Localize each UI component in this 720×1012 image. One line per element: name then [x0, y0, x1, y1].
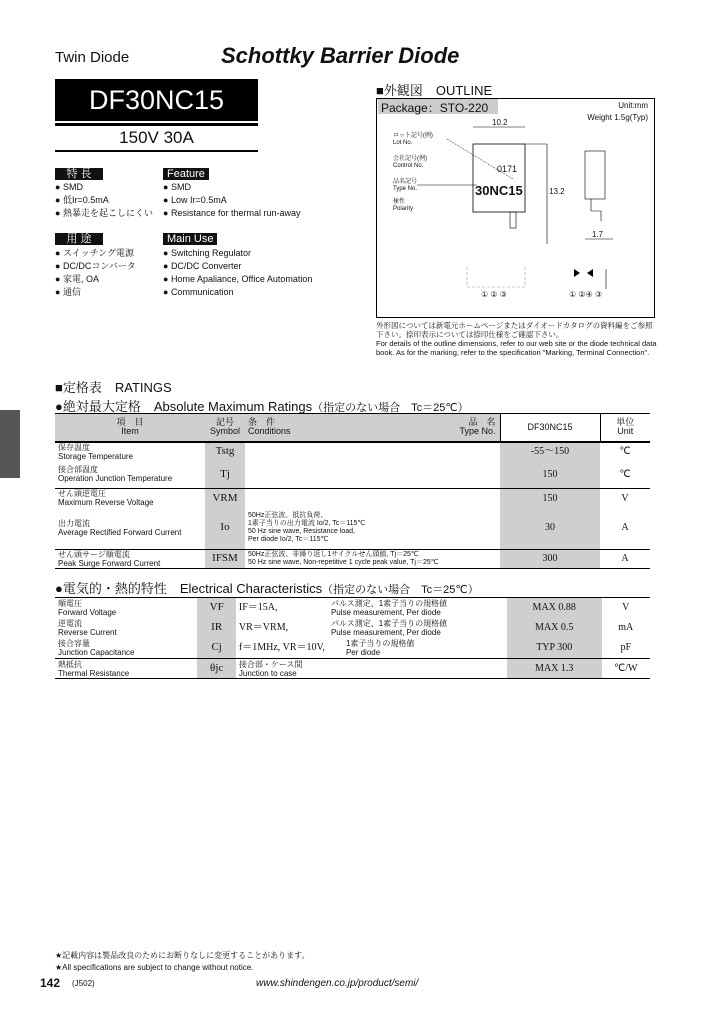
list-item: ● SMD [55, 182, 83, 192]
list-item: ● 低Ir=0.5mA [55, 195, 109, 205]
outline-heading: ■外観図 OUTLINE [376, 83, 493, 98]
website-link[interactable]: www.shindengen.co.jp/product/semi/ [256, 978, 419, 989]
list-item: ● Resistance for thermal run-away [163, 208, 301, 218]
footer-note-jp: ★記載内容は製品改良のためにお断りなしに変更することがあります。 [55, 951, 310, 960]
table-row: 熱抵抗 Thermal Resistance θjc 接合部・ケース間 Junction to case MAX 1.3 ℃/W [55, 659, 650, 679]
outline-note: 外形図については新電元ホームページまたはダイオードカタログの資料編をご参照下さい。捺印表示については捺印仕様をご確認下さい。 For details of the outline dimensions, refer to our web site or the diode technical data book. As for the marking, refer to the specification "Marking, Terminal Connection". [376, 321, 657, 357]
callouts: ロット記号(例) Lot No. 会社記号(例) Control No. 品名記号 Type No. 極性 Polarity [393, 133, 433, 212]
part-number-box [55, 79, 258, 121]
dim-lead: 1.7 [592, 230, 604, 239]
list-item: ● Home Apaliance, Office Automation [163, 274, 313, 284]
list-item: ● Switching Regulator [163, 248, 251, 258]
rating-summary: 150V 30A [119, 128, 194, 147]
table-row: 接合容量 Junction Capacitance Cj f＝1MHz, VR＝10V, 1素子当りの規格値 Per diode TYP 300 pF [55, 638, 650, 659]
divider [55, 150, 258, 152]
main-use-label-jp: 用 途 [55, 233, 103, 245]
table-row: せん頭サージ順電流 Peak Surge Forward Current IFSM 50Hz正弦波、非繰り返し1サイクルせん頭値, Tj＝25℃ 50 Hz sine wave, Non-repetitive 1 cycle peak value, Tj＝25℃ 300 A [55, 549, 650, 568]
side-tab [0, 410, 20, 478]
main-use-list-jp [55, 247, 136, 299]
dim-height: 13.2 [549, 187, 565, 196]
table-row: 保存温度 Storage Temperature Tstg -55～150 ℃ [58, 442, 631, 461]
feature-list-jp [55, 181, 153, 220]
page-title: Schottky Barrier Diode [221, 43, 460, 68]
footer-note-en: ★All specifications are subject to change without notice. [55, 963, 254, 972]
circuit-labels: ① ②④ ③ [569, 290, 603, 299]
main-use-list-en [163, 247, 312, 299]
abs-max-heading: ●絶対最大定格 Absolute Maximum Ratings（指定のない場合 Tc＝25℃） [55, 399, 469, 414]
list-item: ● Communication [163, 287, 234, 297]
table-row: 逆電流 Reverse Current IR VR＝VRM, パルス測定、1素子当りの規格値 Pulse measurement, Per diode MAX 0.5 mA [58, 618, 634, 637]
list-item: ● SMD [163, 182, 191, 192]
doc-code: (J502) [72, 979, 95, 988]
dim-width: 10.2 [492, 118, 508, 127]
table-row: 順電圧 Forward Voltage VF IF＝15A, パルス測定、1素子当りの規格値 Pulse measurement, Per diode MAX 0.88 V [58, 598, 630, 617]
feature-label-en: Feature [163, 168, 209, 180]
package-label: Package：STO-220 [378, 99, 498, 114]
table-row: せん頭逆電圧 Maximum Reverse Voltage VRM 150 V [58, 489, 629, 507]
page-number: 142 [40, 976, 61, 990]
list-item: ● DC/DCコンバータ [55, 261, 136, 271]
divider [55, 123, 258, 126]
unit-label: Unit:mm [618, 101, 648, 110]
feature-label-jp: 特 長 [55, 168, 103, 180]
main-use-label-en: Main Use [163, 233, 217, 245]
electrical-characteristics-table [55, 597, 650, 679]
electrical-heading: ●電気的・熱的特性 Electrical Characteristics（指定のない場合 Tc＝25℃） [55, 581, 479, 596]
outline-box [376, 98, 655, 318]
list-item: ● 家電, OA [55, 274, 99, 284]
marking-type: 30NC15 [475, 183, 523, 198]
part-number: DF30NC15 [88, 85, 225, 115]
weight-label: Weight 1.5g(Typ) [587, 113, 648, 122]
list-item: ● 熱暴走を起こしにくい [55, 208, 153, 218]
list-item: ● DC/DC Converter [163, 261, 242, 271]
category-label: Twin Diode [55, 49, 130, 66]
absolute-max-ratings-table [55, 413, 650, 569]
feature-list-en [163, 181, 301, 220]
list-item: ● 通信 [55, 287, 81, 297]
table-header: 項 目 Item 記号 Symbol 条 件 Conditions 品 名 Type No. DF30NC15 単位 Unit [55, 414, 650, 442]
pin-labels: ① ② ③ [481, 290, 507, 299]
list-item: ● スイッチング電源 [55, 248, 134, 258]
table-row: 接合部温度 Operation Junction Temperature Tj 150 ℃ [55, 461, 650, 489]
table-row: 出力電流 Average Rectified Forward Current Io 50Hz正弦波、抵抗負荷、 1素子当りの出力電流 Io/2, Tc＝115℃ 50 Hz sine wave, Resistance load, Per diode Io/2, Tc＝115℃ 30 A [55, 507, 650, 549]
marking-lot: 0171 [497, 164, 518, 174]
ratings-heading: ■定格表 RATINGS [55, 380, 172, 395]
outline-drawing [377, 99, 656, 319]
list-item: ● Low Ir=0.5mA [163, 195, 227, 205]
